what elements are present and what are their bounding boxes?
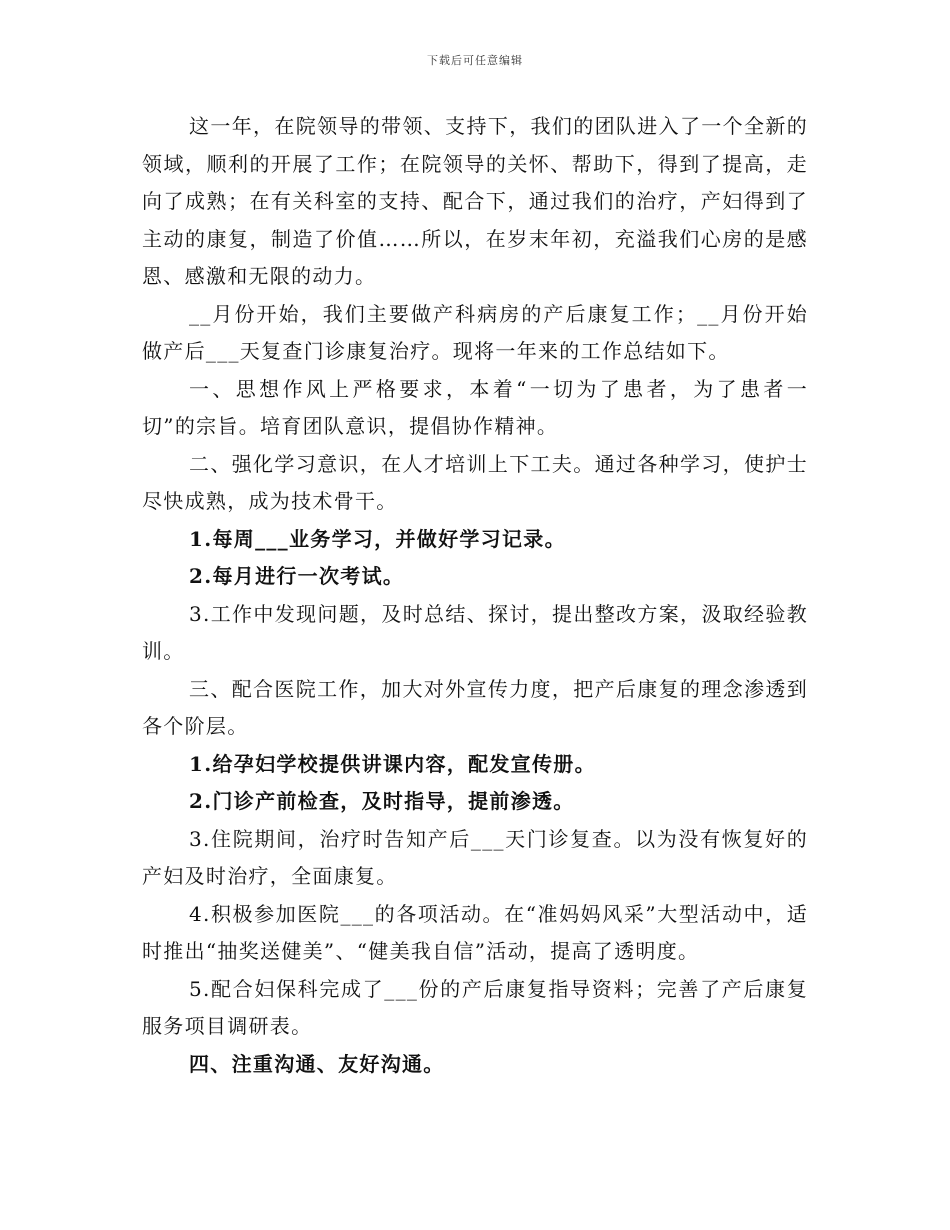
section-3-item-2: 2.门诊产前检查，及时指导，提前渗透。 — [189, 789, 575, 813]
section-2-item-3: 3.工作中发现问题，及时总结、探讨，提出整改方案，汲取经验教训。 — [142, 601, 808, 663]
section-3-item-1: 1.给孕妇学校提供讲课内容，配发宣传册。 — [189, 751, 596, 776]
section-4-heading: 四、注重沟通、友好沟通。 — [189, 1051, 445, 1076]
section-2-item-2: 2.每月进行一次考试。 — [189, 564, 405, 588]
section-3-heading: 三、配合医院工作，加大对外宣传力度，把产后康复的理念渗透到各个阶层。 — [142, 676, 808, 738]
document-body — [142, 108, 808, 1083]
section-2-heading: 二、强化学习意识，在人才培训上下工夫。通过各种学习，使护士尽快成熟，成为技术骨干。 — [142, 451, 808, 513]
section-2-item-1: 1.每周___业务学习，并做好学习记录。 — [189, 526, 566, 551]
paragraph-intro: 这一年，在院领导的带领、支持下，我们的团队进入了一个全新的领域，顺利的开展了工作；在院领导的关怀、帮助下，得到了提高，走向了成熟；在有关科室的支持、配合下，通过我们的治疗，产妇得到了主动的康复，制造了价值……所以，在岁末年初，充溢我们心房的是感恩、感激和无限的动力。 — [142, 114, 808, 288]
paragraph-overview: __月份开始，我们主要做产科病房的产后康复工作；__月份开始做产后___天复查门诊康复治疗。现将一年来的工作总结如下。 — [142, 301, 808, 363]
page-header-note: 下载后可任意编辑 — [427, 54, 523, 67]
section-3-item-4: 4.积极参加医院___的各项活动。在“准妈妈风采”大型活动中，适时推出“抽奖送健美”、“健美我自信”活动，提高了透明度。 — [142, 901, 808, 963]
section-3-item-5: 5.配合妇保科完成了___份的产后康复指导资料；完善了产后康复服务项目调研表。 — [142, 976, 808, 1038]
section-3-item-3: 3.住院期间，治疗时告知产后___天门诊复查。以为没有恢复好的产妇及时治疗，全面康复。 — [142, 826, 808, 888]
section-1-heading: 一、思想作风上严格要求，本着“一切为了患者，为了患者一切”的宗旨。培育团队意识，提倡协作精神。 — [142, 376, 808, 438]
